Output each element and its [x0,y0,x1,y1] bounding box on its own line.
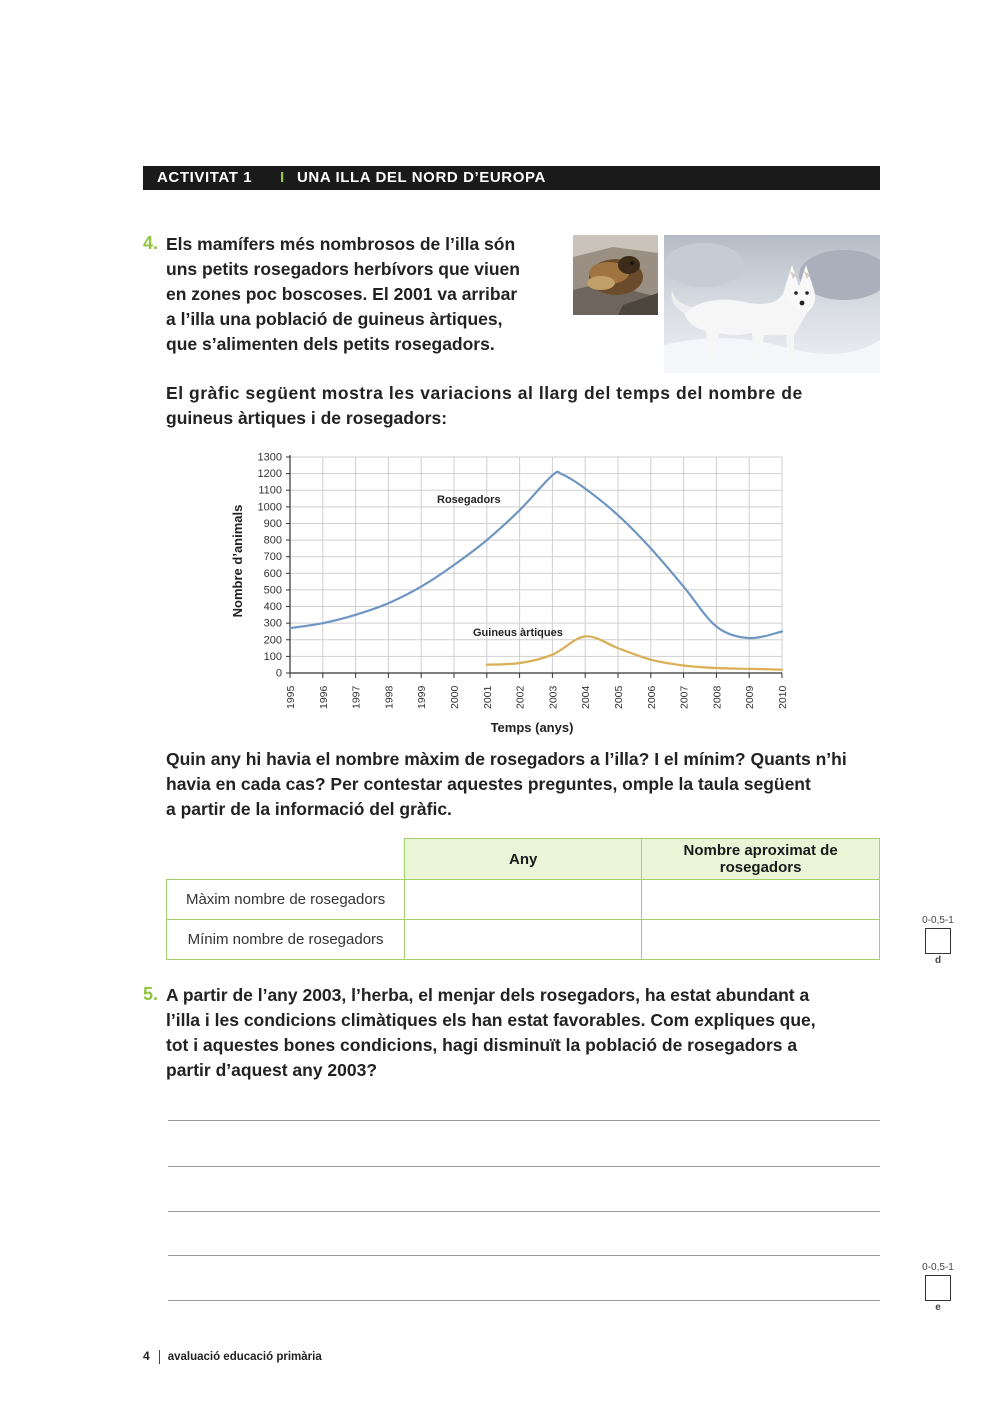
header-count-line: rosegadors [719,859,802,876]
question-line: Quin any hi havia el nombre màxim de rosegadors a l’illa? I el mínim? Quants n’hi [166,749,847,769]
question-line: havia en cada cas? Per contestar aquestes preguntes, omple la taula següent [166,774,811,794]
score-box-d [922,915,954,966]
header-separator: I [280,169,285,186]
y-axis-label: Nombre d’animals [230,504,245,618]
score-label: 0-0,5-1 [922,915,954,926]
answer-line[interactable] [168,1120,880,1121]
score-box-e [922,1262,954,1313]
series-label-rosegadors: Rosegadors [437,494,501,506]
y-tick-label: 600 [263,567,282,580]
table-row-min [167,920,880,960]
answer-cell-max-year[interactable] [405,880,642,920]
y-tick-label: 1300 [257,451,282,464]
graph-intro-line: guineus àrtiques i de rosegadors: [166,408,448,428]
y-tick-label: 1000 [257,501,282,514]
y-tick-label: 400 [263,601,282,614]
score-checkbox[interactable] [925,1275,951,1301]
header-year: Any [405,839,642,880]
y-tick-label: 800 [263,534,282,547]
page-footer [143,1349,322,1364]
y-tick-label: 1200 [257,468,282,481]
arctic-fox-photo [664,235,880,373]
y-tick-labels [258,452,282,680]
score-label: 0-0,5-1 [922,1262,954,1273]
population-chart [0,445,1000,745]
y-tick-label: 0 [275,667,282,680]
activity-title: UNA ILLA DEL NORD D’EUROPA [297,169,546,186]
chart-grid [290,457,782,673]
score-checkbox[interactable] [925,928,951,954]
table-corner [167,839,405,880]
x-tick-label: 1996 [317,685,330,709]
intro-line: en zones poc boscoses. El 2001 va arribar [166,284,518,304]
question-4-prompt [166,747,886,822]
y-tick-label: 700 [263,551,282,564]
question-line: a partir de la informació del gràfic. [166,799,452,819]
score-letter: e [935,1302,941,1313]
activity-number: ACTIVITAT 1 [157,169,253,186]
graph-intro-line: El gràfic següent mostra les variacions al llarg del temps del nombre de [166,383,803,403]
y-tick-label: 200 [263,634,282,647]
footer-text: avaluació educació primària [167,1351,322,1363]
question-5-line: l’illa i les condicions climàtiques els han estat favorables. Com expliques que, [166,1010,816,1030]
y-tick-label: 1100 [258,484,282,497]
answer-table [166,838,880,960]
x-tick-label: 1999 [416,685,429,709]
answer-line[interactable] [168,1300,880,1301]
page-number: 4 [143,1349,150,1363]
intro-line: a l’illa una població de guineus àrtiques, [166,309,503,329]
header-count [642,839,880,880]
x-tick-label: 2010 [777,685,789,709]
x-tick-label: 2002 [514,685,527,709]
x-tick-label: 2005 [613,685,625,709]
intro-line: Els mamífers més nombrosos de l’illa són [166,234,516,254]
x-tick-label: 2000 [449,685,461,709]
x-tick-label: 2009 [744,685,757,709]
x-tick-label: 2008 [711,685,724,709]
lemming-photo [573,235,658,315]
activity-header [143,166,880,190]
question-5-line: partir d’aquest any 2003? [166,1060,378,1080]
table-row-max [167,880,880,920]
graph-intro [166,381,886,431]
x-tick-label: 2004 [580,685,593,709]
question-5-number: 5. [143,984,159,1004]
x-tick-label: 2007 [678,685,691,709]
y-tick-label: 900 [263,517,282,530]
intro-line: uns petits rosegadors herbívors que viuen [166,259,520,279]
x-axis-label: Temps (anys) [490,720,574,735]
question-5-text [166,983,886,1083]
answer-line[interactable] [168,1211,880,1212]
x-tick-label: 2001 [481,685,494,709]
score-letter: d [934,955,942,966]
intro-line: que s’alimenten dels petits rosegadors. [166,334,495,354]
series-line-guineus [487,636,782,669]
y-tick-label: 500 [263,584,282,597]
answer-cell-max-count[interactable] [642,880,880,920]
answer-cell-min-year[interactable] [405,920,642,960]
x-tick-label: 2006 [645,685,658,709]
x-tick-label: 1997 [350,685,363,709]
x-tick-label: 1995 [285,685,297,709]
chart-axes [286,455,782,678]
answer-line[interactable] [168,1255,880,1256]
row-label-max: Màxim nombre de rosegadors [167,880,405,920]
header-count-line: Nombre aproximat de [683,842,838,859]
answer-line[interactable] [168,1166,880,1167]
question-5-line: tot i aquestes bones condicions, hagi disminuït la població de rosegadors a [166,1035,798,1055]
question-4-intro [166,232,566,357]
y-tick-label: 300 [263,617,282,630]
answer-cell-min-count[interactable] [642,920,880,960]
series-line-rosegadors [290,472,782,638]
footer-divider [159,1350,160,1364]
x-tick-label: 2003 [547,685,560,709]
x-tick-labels [285,685,789,709]
question-5-line: A partir de l’any 2003, l’herba, el menjar dels rosegadors, ha estat abundant a [166,985,810,1005]
row-label-min: Mínim nombre de rosegadors [167,920,405,960]
y-tick-label: 100 [263,650,282,663]
question-4-number: 4. [143,233,159,253]
series-label-guineus: Guineus àrtiques [473,627,563,639]
x-tick-label: 1998 [383,685,396,709]
